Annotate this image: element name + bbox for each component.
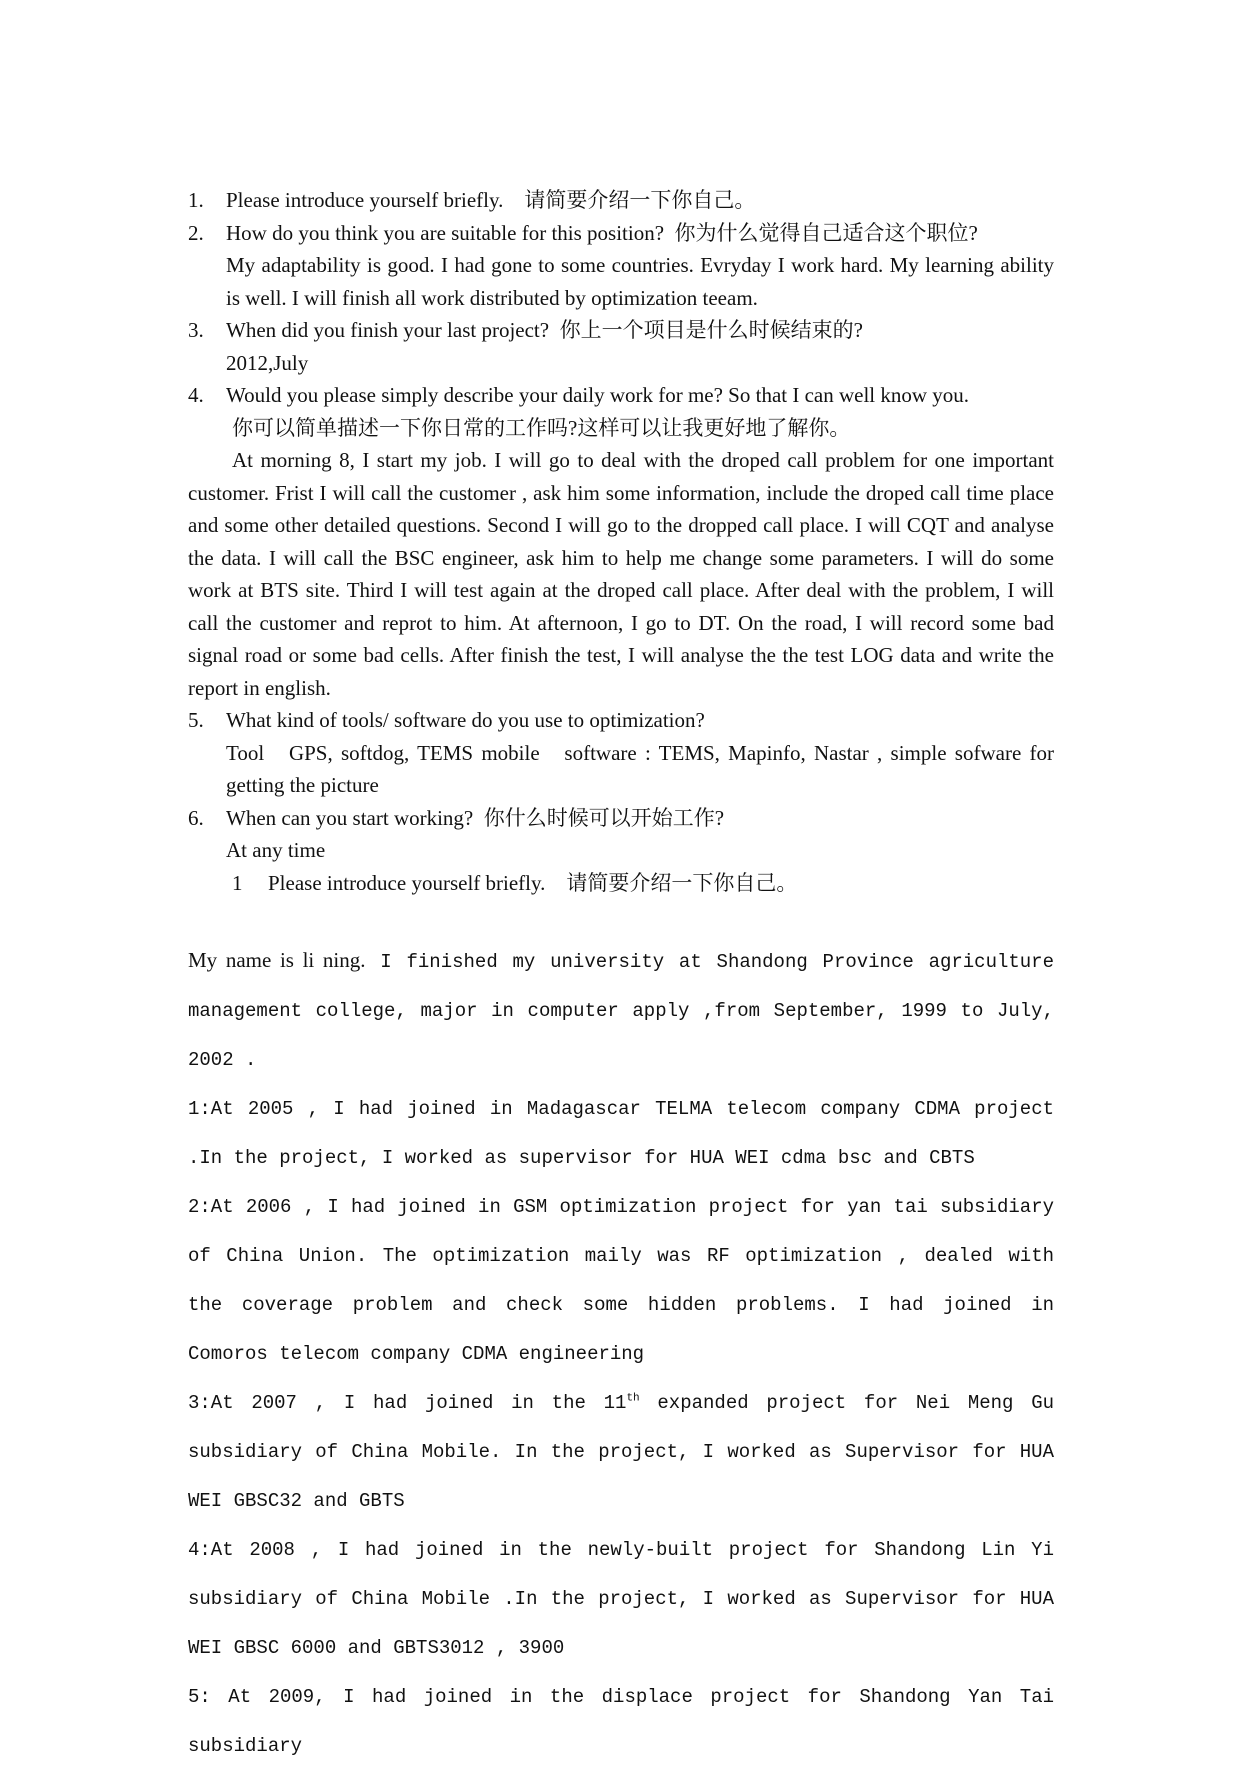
- question-english: When can you start working?: [226, 805, 474, 830]
- question-chinese: 你为什么觉得自己适合这个职位?: [674, 220, 978, 245]
- experience-text: expanded project for Nei Meng Gu subsidiary of China Mobile. In the project, I worked as Supervisor for HUA WEI GBSC32 and GBTS: [188, 1392, 1055, 1512]
- question-text: [268, 867, 797, 900]
- question-english: Would you please simply describe your daily work for me? So that I can well know you.: [226, 383, 970, 407]
- intro-name: My name is li ning.: [188, 948, 366, 972]
- experience-item: 1:At 2005 , I had joined in Madagascar TELMA telecom company CDMA project .In the project, I worked as supervisor for HUA WEI cdma bsc and CBTS: [188, 1098, 1054, 1169]
- repeat-question-number: 1: [232, 870, 243, 895]
- question-text: [226, 184, 1054, 217]
- question-3: [188, 314, 1054, 347]
- repeat-question: [232, 867, 1054, 900]
- question-number: 6.: [188, 805, 204, 830]
- question-number: 4.: [188, 383, 204, 407]
- answer-3: 2012,July: [226, 350, 309, 375]
- question-number: 3.: [188, 318, 204, 342]
- experience-item: [188, 1379, 1054, 1526]
- question-english: Please introduce yourself briefly.: [268, 870, 546, 895]
- question-4: [188, 379, 1054, 412]
- experience-item: 4:At 2008 , I had joined in the newly-built project for Shandong Lin Yi subsidiary of China Mobile .In the project, I worked as Supervisor for HUA WEI GBSC 6000 and GBTS3012 , 3900: [188, 1539, 1054, 1659]
- question-text: [226, 217, 1054, 250]
- interview-questions: [188, 184, 1054, 899]
- question-chinese: 你什么时候可以开始工作?: [483, 805, 725, 830]
- self-introduction: [188, 936, 1054, 1771]
- answer-4: At morning 8, I start my job. I will go to deal with the droped call problem for one important customer. Frist I will call the customer , ask him some information, include the droped call time place and some other detailed questions. Second I will go to the dropped call place. I will CQT and analyse the data. I will call the BSC engineer, ask him to help me change some parameters. I will do some work at BTS site. Third I will test again at the droped call place. After deal with the problem, I will call the customer and reprot to him. At afternoon, I go to DT. On the road, I will record some bad signal road or some bad cells. After finish the test, I will analyse the the test LOG data and write the report in english.: [188, 448, 1054, 700]
- question-number: 2.: [188, 220, 204, 245]
- question-6: [188, 802, 1054, 835]
- intro-education: I finished my university at Shandong Province agriculture management college, major in computer apply ,from September, 1999 to July, 2002 .: [188, 951, 1054, 1071]
- question-1: [188, 184, 1054, 217]
- experience-text: 3:At 2007 , I had joined in the 11: [188, 1392, 627, 1414]
- question-english: What kind of tools/ software do you use to optimization?: [226, 708, 705, 732]
- question-2: [188, 217, 1054, 250]
- question-text: [226, 314, 1054, 347]
- experience-item: 5: At 2009, I had joined in the displace project for Shandong Yan Tai subsidiary: [188, 1686, 1054, 1757]
- answer-2: My adaptability is good. I had gone to some countries. Evryday I work hard. My learning ability is well. I will finish all work distributed by optimization teeam.: [226, 253, 1054, 310]
- question-number: 5.: [188, 708, 204, 732]
- question-english: How do you think you are suitable for this position?: [226, 220, 665, 245]
- question-english: Please introduce yourself briefly.: [226, 188, 504, 212]
- question-chinese: 你可以简单描述一下你日常的工作吗?这样可以让我更好地了解你。: [232, 415, 851, 440]
- experience-item: 2:At 2006 , I had joined in GSM optimization project for yan tai subsidiary of China Union. The optimization maily was RF optimization , dealed with the coverage problem and check some hidden problems. I had joined in Comoros telecom company CDMA engineering: [188, 1196, 1054, 1365]
- question-english: When did you finish your last project?: [226, 318, 550, 342]
- question-number: 1.: [188, 188, 204, 212]
- question-chinese: 请简要介绍一下你自己。: [566, 870, 798, 895]
- intro-paragraph: [188, 936, 1054, 1085]
- answer-6: At any time: [226, 838, 326, 862]
- ordinal-suffix: th: [626, 1392, 640, 1405]
- question-5: [188, 704, 1054, 737]
- answer-5: Tool GPS, softdog, TEMS mobile software : TEMS, Mapinfo, Nastar , simple sofware for getting the picture: [226, 740, 1054, 797]
- question-chinese: 你上一个项目是什么时候结束的?: [559, 318, 863, 342]
- question-text: [226, 802, 1054, 835]
- question-chinese: 请简要介绍一下你自己。: [524, 188, 756, 212]
